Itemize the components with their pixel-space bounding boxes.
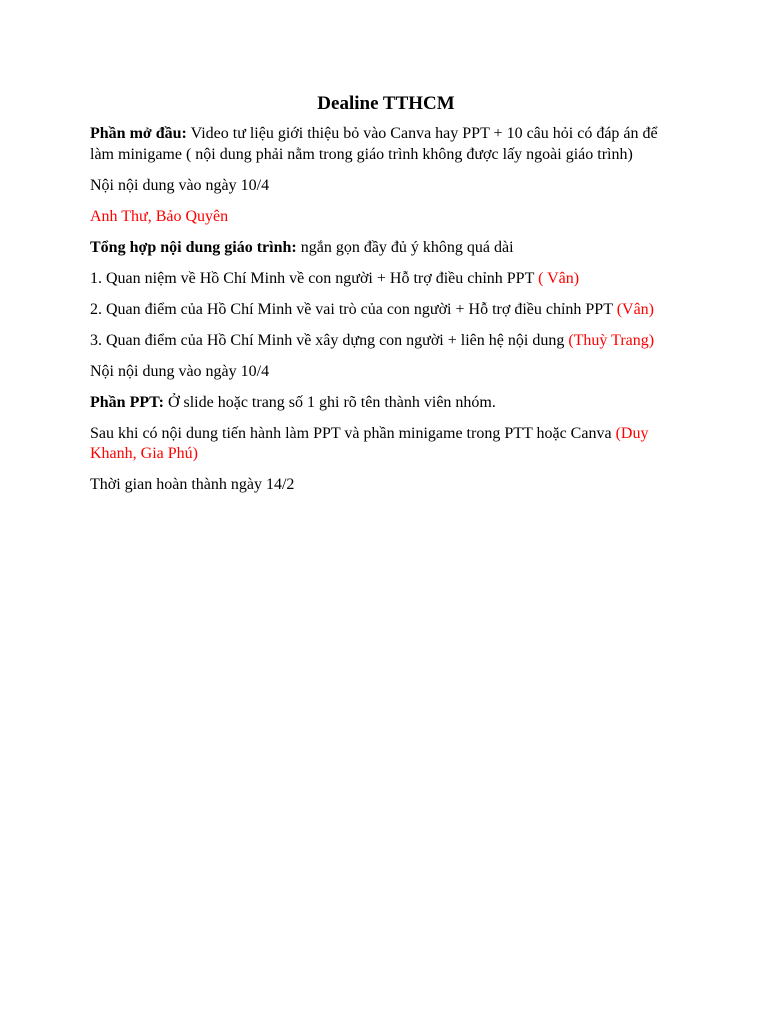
- deadline-1-text: Nội nội dung vào ngày 10/4: [90, 176, 270, 194]
- list-item-3-assignee: (Thuỳ Trang): [568, 331, 655, 349]
- list-item-2-assignee: (Vân): [616, 300, 654, 318]
- ppt-work-text: Sau khi có nội dung tiến hành làm PPT và phần minigame trong PTT hoặc Canva: [90, 424, 616, 442]
- ppt-heading: Phần PPT:: [90, 393, 164, 411]
- summary-heading: Tổng hợp nội dung giáo trình:: [90, 238, 297, 256]
- list-item-1-text: 1. Quan niệm về Hồ Chí Minh về con người + Hỗ trợ điều chỉnh PPT: [90, 269, 539, 287]
- list-item-1: [90, 269, 682, 290]
- list-item-1-assignee: ( Vân): [538, 269, 580, 287]
- paragraph-completion: [90, 475, 682, 496]
- paragraph-deadline-2: [90, 362, 682, 383]
- document-title: Dealine TTHCM: [317, 93, 455, 114]
- summary-text: ngắn gọn đầy đủ ý không quá dài: [296, 238, 514, 256]
- ppt-work-assignees: (Duy Khanh, Gia Phú): [90, 424, 649, 462]
- paragraph-summary: [90, 238, 682, 259]
- paragraph-intro: [90, 124, 682, 165]
- paragraph-assignees-intro: [90, 207, 682, 228]
- intro-heading: Phần mở đầu:: [90, 125, 187, 142]
- list-item-3: [90, 331, 682, 352]
- paragraph-ppt-work: [90, 424, 682, 465]
- list-item-2: [90, 300, 682, 321]
- paragraph-deadline-1: [90, 176, 682, 197]
- document-body: [90, 92, 682, 506]
- ppt-text: Ở slide hoặc trang số 1 ghi rõ tên thành viên nhóm.: [163, 393, 496, 411]
- intro-text: Video tư liệu giới thiệu bỏ vào Canva hay PPT + 10 câu hỏi có đáp án để làm minigame ( nội dung phải nằm trong giáo trình không được lấy ngoài giáo trình): [90, 125, 658, 163]
- assignees-intro-text: Anh Thư, Bảo Quyên: [90, 207, 229, 225]
- list-item-2-text: 2. Quan điểm của Hồ Chí Minh về vai trò của con người + Hỗ trợ điều chỉnh PPT: [90, 300, 617, 318]
- list-item-3-text: 3. Quan điểm của Hồ Chí Minh về xây dựng con người + liên hệ nội dung: [90, 331, 569, 349]
- paragraph-ppt: [90, 393, 682, 414]
- completion-text: Thời gian hoàn thành ngày 14/2: [90, 476, 295, 493]
- deadline-2-text: Nội nội dung vào ngày 10/4: [90, 362, 270, 380]
